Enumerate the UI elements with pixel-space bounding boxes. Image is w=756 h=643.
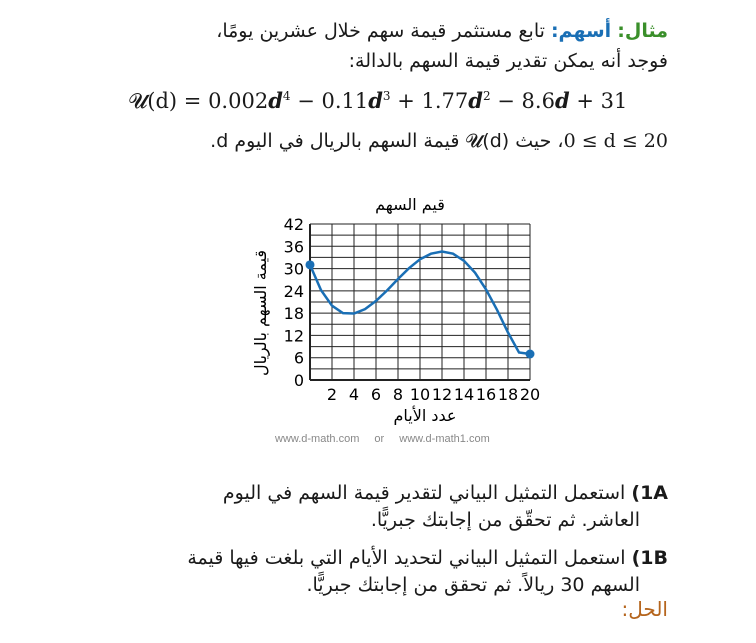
solution-label: الحل: (621, 597, 668, 621)
y-tick-label: 36 (283, 237, 304, 257)
watermark (275, 433, 490, 445)
formula-term: − 8.6 (490, 89, 555, 113)
formula-var: d (554, 88, 570, 113)
domain-text: ، حيث 𝓤(d) قيمة السهم بالريال في اليوم d. (210, 130, 564, 152)
curve-endpoint-marker (306, 260, 315, 269)
question-1b (68, 545, 668, 599)
x-axis-label: عدد الأيام (393, 406, 457, 425)
y-tick-label: 18 (283, 304, 304, 324)
y-tick-label: 42 (283, 215, 304, 234)
x-tick-label: 14 (453, 385, 475, 404)
question-text: استعمل التمثيل البياني لتقدير قيمة السهم في اليوم (222, 482, 632, 504)
formula-lhs: 𝓤(d) = (128, 89, 209, 113)
x-tick-label: 6 (370, 385, 382, 404)
x-tick-labels (327, 385, 540, 404)
x-tick-label: 16 (475, 385, 497, 404)
stock-formula (0, 88, 756, 114)
chart-title: قيم السهم (375, 195, 445, 214)
question-1a (68, 480, 668, 534)
x-tick-label: 4 (348, 385, 360, 404)
formula-var: d (268, 88, 283, 113)
y-tick-label: 30 (283, 259, 304, 279)
x-tick-label: 12 (431, 385, 453, 404)
y-tick-label: 12 (283, 326, 304, 346)
domain-line (210, 130, 668, 152)
chart-grid (310, 224, 530, 380)
domain-inequality: 0 ≤ d ≤ 20 (563, 130, 668, 152)
stock-value-chart (250, 190, 550, 430)
watermark-or: or (374, 433, 385, 445)
intro-line-1 (216, 20, 668, 42)
y-tick-label: 0 (293, 371, 304, 390)
formula-exp: 3 (382, 89, 391, 103)
y-tick-labels (284, 215, 304, 390)
intro-line-2 (349, 50, 668, 72)
question-text-cont: السهم 30 ريالاً. ثم تحقق من إجابتك جبريًّا. (306, 574, 640, 596)
question-number: 1B) (631, 547, 668, 569)
example-label: مثال: (617, 20, 668, 42)
formula-term: + 1.77 (390, 89, 469, 113)
watermark-site-2: www.d-math1.com (399, 433, 490, 445)
formula-var: d (368, 88, 383, 113)
question-number: 1A) (631, 482, 668, 504)
y-tick-label: 24 (283, 281, 304, 301)
formula-term: + 31 (569, 89, 628, 113)
x-tick-label: 20 (519, 385, 541, 404)
formula-exp: 2 (482, 89, 491, 103)
formula-term: − 0.11 (290, 89, 369, 113)
intro-text-2: فوجد أنه يمكن تقدير قيمة السهم بالدالة: (348, 50, 668, 72)
curve-endpoint-marker (526, 350, 535, 359)
question-text-cont: العاشر. ثم تحقّق من إجابتك جبريًّا. (370, 509, 640, 531)
x-tick-label: 8 (392, 385, 404, 404)
x-tick-label: 2 (326, 385, 338, 404)
y-tick-label: 6 (293, 348, 304, 368)
intro-text-1: تابع مستثمر قيمة سهم خلال عشرين يومًا، (216, 20, 551, 42)
x-tick-label: 18 (497, 385, 519, 404)
formula-exp: 4 (282, 89, 291, 103)
formula-term: 0.002 (208, 89, 269, 113)
question-text: استعمل التمثيل البياني لتحديد الأيام التي بلغت فيها قيمة (187, 547, 632, 569)
x-tick-label: 10 (409, 385, 431, 404)
formula-var: d (468, 88, 483, 113)
watermark-site-1: www.d-math.com (275, 433, 360, 445)
y-axis-label: قيمة السهم بالريال (251, 249, 270, 377)
topic-label: أسهم: (550, 20, 612, 42)
